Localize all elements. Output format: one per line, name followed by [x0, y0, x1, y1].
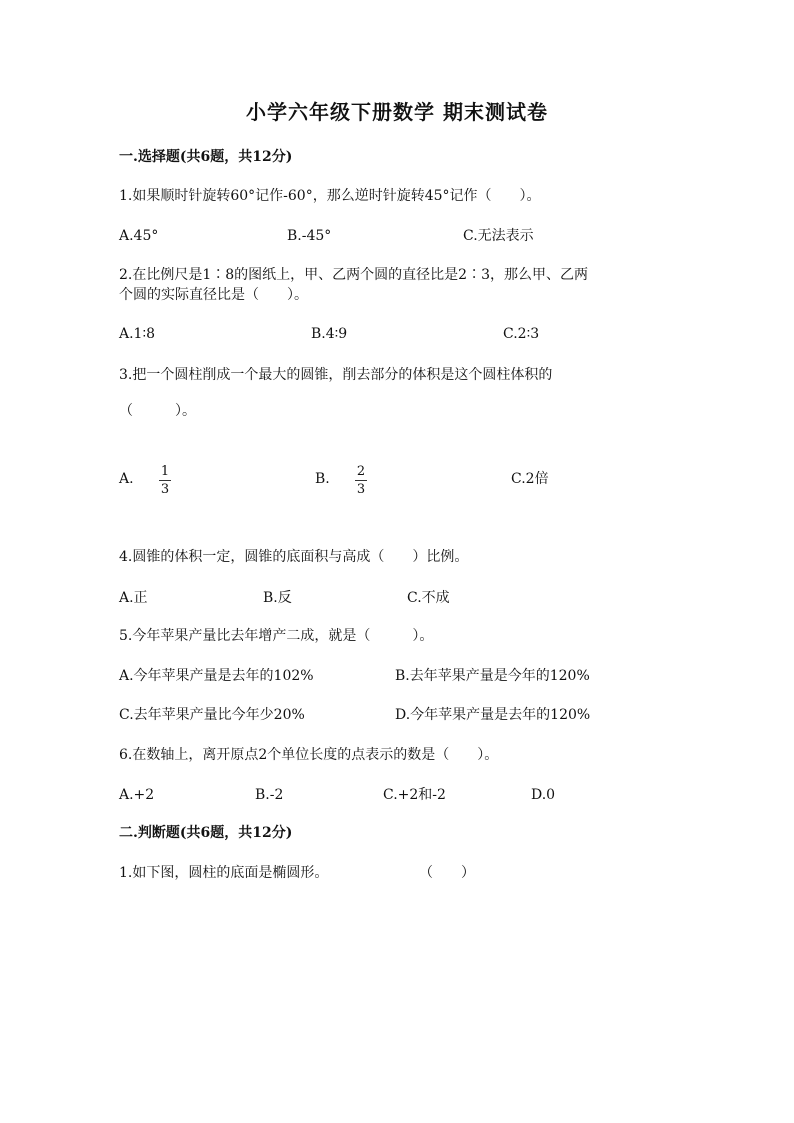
question-stem: 4.圆锥的体积一定，圆锥的底面积与高成（ ）比例。 [119, 549, 469, 565]
option-a-fraction [159, 464, 171, 497]
question-stem: 5.今年苹果产量比去年增产二成，就是（ ）。 [119, 628, 434, 644]
answer-blank: （ ） [419, 865, 475, 881]
option-c: C.2倍 [511, 471, 549, 487]
question-stem-continued: 个圆的实际直径比是（ ）。 [119, 287, 308, 303]
option-b: B.去年苹果产量是今年的120% [395, 668, 590, 684]
option-a: A.1∶8 [119, 326, 156, 342]
fraction-numerator: 2 [356, 464, 366, 479]
option-c: C.不成 [407, 590, 450, 606]
option-c: C.去年苹果产量比今年少20% [119, 707, 305, 723]
page-title: 小学六年级下册数学 期末测试卷 [246, 100, 548, 124]
option-b: B.4∶9 [311, 326, 348, 342]
option-c: C.无法表示 [463, 228, 534, 244]
option-a: A.45° [119, 228, 159, 244]
option-b-label: B. [315, 471, 330, 487]
fraction-denominator: 3 [160, 482, 170, 497]
fraction-denominator: 3 [356, 482, 366, 497]
option-b: B.-45° [287, 228, 332, 244]
question-stem-continued: （ ）。 [119, 403, 196, 419]
option-a: A.正 [119, 590, 148, 606]
question-stem: 6.在数轴上，离开原点2个单位长度的点表示的数是（ ）。 [119, 747, 499, 763]
option-c: C.2∶3 [503, 326, 540, 342]
question-stem: 1.如下图，圆柱的底面是椭圆形。 [119, 865, 329, 881]
option-a: A.今年苹果产量是去年的102% [119, 668, 314, 684]
option-b-fraction [355, 464, 367, 497]
fraction-bar [159, 480, 171, 481]
option-d: D.0 [531, 787, 556, 803]
question-stem: 1.如果顺时针旋转60°记作-60°，那么逆时针旋转45°记作（ ）。 [119, 188, 541, 204]
option-d: D.今年苹果产量是去年的120% [395, 707, 591, 723]
option-a: A.+2 [119, 787, 155, 803]
option-c: C.+2和-2 [383, 787, 446, 803]
question-stem: 2.在比例尺是1∶8的图纸上，甲、乙两个圆的直径比是2∶3，那么甲、乙两 [119, 267, 588, 283]
question-stem: 3.把一个圆柱削成一个最大的圆锥，削去部分的体积是这个圆柱体积的 [119, 367, 553, 383]
option-a-label: A. [119, 471, 134, 487]
option-b: B.反 [263, 590, 292, 606]
section-heading-judgement: 二.判断题(共6题，共12分) [119, 825, 293, 841]
section-heading-choice: 一.选择题(共6题，共12分) [119, 149, 293, 165]
fraction-numerator: 1 [160, 464, 170, 479]
option-b: B.-2 [255, 787, 284, 803]
fraction-bar [355, 480, 367, 481]
